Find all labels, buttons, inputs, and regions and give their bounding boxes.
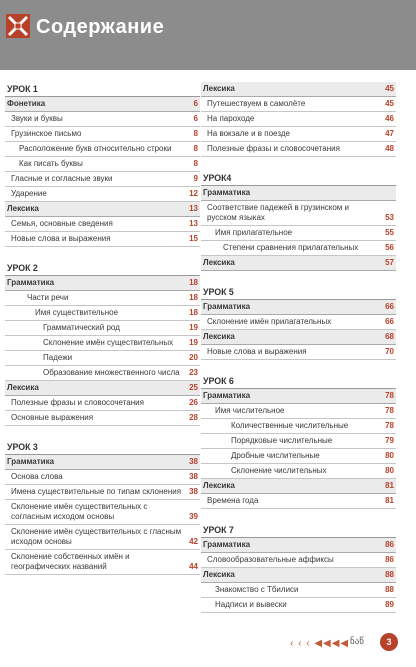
- toc-entry-row[interactable]: [201, 419, 396, 434]
- toc-section-row[interactable]: [201, 330, 396, 345]
- toc-lesson: [201, 285, 396, 360]
- toc-entry-row[interactable]: [5, 127, 200, 142]
- toc-entry-title: На пароходе: [207, 114, 255, 123]
- toc-lesson: [201, 82, 396, 157]
- toc-entry-title: Лексика: [203, 481, 235, 490]
- toc-entry-title: Лексика: [7, 383, 39, 392]
- toc-page-number: 46: [385, 114, 394, 123]
- toc-entry-row[interactable]: [5, 525, 200, 550]
- toc-section-row[interactable]: [201, 389, 396, 404]
- lesson-title: УРОК 7: [201, 523, 396, 538]
- toc-entry-title: Грамматический род: [43, 323, 120, 332]
- toc-page-number: 8: [193, 159, 198, 168]
- book-logo-icon: [6, 14, 30, 38]
- toc-entry-title: Грамматика: [203, 302, 251, 311]
- toc-page-number: 89: [385, 600, 394, 609]
- toc-column-left: [5, 82, 200, 575]
- toc-entry-row[interactable]: [201, 112, 396, 127]
- toc-entry-title: Лексика: [203, 332, 235, 341]
- lesson-title: УРОК 2: [5, 261, 200, 276]
- toc-page-number: 20: [189, 353, 198, 362]
- toc-page-number: 81: [385, 496, 394, 505]
- toc-page-number: 66: [385, 317, 394, 326]
- toc-entry-row[interactable]: [201, 315, 396, 330]
- toc-entry-row[interactable]: [201, 449, 396, 464]
- toc-column-right: [201, 82, 396, 613]
- toc-page-number: 79: [385, 436, 394, 445]
- toc-section-row[interactable]: [201, 538, 396, 553]
- toc-entry-row[interactable]: [201, 434, 396, 449]
- toc-section-row[interactable]: [5, 97, 200, 112]
- toc-entry-row[interactable]: [5, 411, 200, 426]
- toc-entry-title: Грамматика: [203, 540, 251, 549]
- toc-section-row[interactable]: [5, 455, 200, 470]
- toc-entry-title: Падежи: [43, 353, 73, 362]
- page-title: Содержание: [36, 16, 165, 38]
- page-number: 3: [380, 633, 398, 651]
- toc-page-number: 47: [385, 129, 394, 138]
- toc-page-number: 56: [385, 243, 394, 252]
- toc-page-number: 78: [385, 406, 394, 415]
- page-footer: [0, 628, 416, 667]
- toc-entry-title: Грамматика: [203, 391, 251, 400]
- toc-page-number: 68: [385, 332, 394, 341]
- toc-entry-title: Грамматика: [7, 457, 55, 466]
- toc-page-number: 42: [189, 537, 198, 546]
- toc-page-number: 80: [385, 451, 394, 460]
- toc-entry-row[interactable]: [5, 187, 200, 202]
- toc-entry-title: Путешествуем в самолёте: [207, 99, 306, 108]
- toc-entry-row[interactable]: [201, 553, 396, 568]
- toc-entry-row[interactable]: [201, 345, 396, 360]
- toc-entry-title: Порядковые числительные: [231, 436, 333, 445]
- toc-entry-title: Ударение: [11, 189, 47, 198]
- toc-lesson: [201, 523, 396, 613]
- toc-page-number: 39: [189, 512, 198, 521]
- toc-entry-title: Полезные фразы и словосочетания: [11, 398, 144, 407]
- toc-page-number: 25: [189, 383, 198, 392]
- toc-entry-title: Образование множественного числа: [43, 368, 180, 377]
- toc-entry-title: Грузинское письмо: [11, 129, 82, 138]
- toc-page-number: 23: [189, 368, 198, 377]
- toc-entry-title: Грамматика: [7, 278, 55, 287]
- toc-entry-title: Склонение имён существительных с согласным исходом основы: [11, 502, 148, 521]
- toc-section-row[interactable]: [201, 256, 396, 271]
- toc-page-number: 13: [189, 204, 198, 213]
- toc-entry-row[interactable]: [5, 291, 200, 306]
- toc-entry-title: Новые слова и выражения: [207, 347, 307, 356]
- toc-section-row[interactable]: [5, 276, 200, 291]
- toc-page-number: 18: [189, 293, 198, 302]
- toc-entry-title: Количественные числительные: [231, 421, 349, 430]
- toc-entry-row[interactable]: [5, 336, 200, 351]
- toc-section-row[interactable]: [5, 381, 200, 396]
- toc-entry-title: Как писать буквы: [19, 159, 83, 168]
- toc-section-row[interactable]: [201, 568, 396, 583]
- toc-entry-title: Соответствие падежей в грузинском и русском языках: [207, 203, 349, 222]
- toc-page-number: 86: [385, 540, 394, 549]
- toc-page-number: 86: [385, 555, 394, 564]
- toc-entry-title: Имя прилагательное: [215, 228, 293, 237]
- toc-page-number: 28: [189, 413, 198, 422]
- toc-entry-title: Лексика: [7, 204, 39, 213]
- toc-section-row[interactable]: [201, 479, 396, 494]
- footer-word: ნაწ: [350, 636, 364, 646]
- toc-page-number: 81: [385, 481, 394, 490]
- toc-page-number: 9: [193, 174, 198, 183]
- toc-entry-title: Грамматика: [203, 188, 251, 197]
- toc-section-row[interactable]: [201, 300, 396, 315]
- toc-entry-title: Склонение имён существительных: [43, 338, 174, 347]
- toc-entry-title: Дробные числительные: [231, 451, 320, 460]
- toc-entry-title: Степени сравнения прилагательных: [223, 243, 359, 252]
- toc-entry-title: Имя числительное: [215, 406, 285, 415]
- toc-entry-row[interactable]: [5, 306, 200, 321]
- toc-page-number: 88: [385, 570, 394, 579]
- toc-section-row[interactable]: [201, 186, 396, 201]
- toc-entry-title: Расположение букв относительно строки: [19, 144, 172, 153]
- toc-entry-title: Семья, основные сведения: [11, 219, 113, 228]
- toc-entry-title: Лексика: [203, 258, 235, 267]
- toc-entry-title: Основные выражения: [11, 413, 94, 422]
- toc-section-row[interactable]: [201, 82, 396, 97]
- toc-lesson: [5, 440, 200, 575]
- toc-page-number: 66: [385, 302, 394, 311]
- toc-entry-title: Имена существительные по типам склонения: [11, 487, 182, 496]
- toc-entry-row[interactable]: [201, 142, 396, 157]
- lesson-title: УРОК 6: [201, 374, 396, 389]
- toc-page-number: 70: [385, 347, 394, 356]
- toc-page-number: 6: [193, 99, 198, 108]
- toc-entry-title: Словообразовательные аффиксы: [207, 555, 334, 564]
- toc-lesson: [5, 82, 200, 247]
- toc-entry-row[interactable]: [5, 217, 200, 232]
- toc-page-number: 19: [189, 323, 198, 332]
- toc-page-number: 55: [385, 228, 394, 237]
- toc-page-number: 57: [385, 258, 394, 267]
- toc-page-number: 88: [385, 585, 394, 594]
- toc-entry-row[interactable]: [201, 464, 396, 479]
- toc-page-number: 38: [189, 472, 198, 481]
- toc-entry-title: Основа слова: [11, 472, 63, 481]
- toc-entry-row[interactable]: [201, 598, 396, 613]
- toc-entry-title: Склонение имён существительных с гласным исходом основы: [11, 527, 182, 546]
- toc-entry-row[interactable]: [5, 470, 200, 485]
- toc-entry-row[interactable]: [5, 157, 200, 172]
- toc-entry-title: Надписи и вывески: [215, 600, 287, 609]
- toc-entry-row[interactable]: [201, 226, 396, 241]
- toc-page-number: 12: [189, 189, 198, 198]
- toc-entry-row[interactable]: [201, 494, 396, 509]
- toc-page-number: 26: [189, 398, 198, 407]
- toc-entry-title: Лексика: [203, 570, 235, 579]
- toc-entry-row[interactable]: [201, 201, 396, 226]
- toc-entry-title: Склонение собственных имён и географических названий: [11, 552, 130, 571]
- toc-page-number: 38: [189, 457, 198, 466]
- toc-entry-title: Гласные и согласные звуки: [11, 174, 113, 183]
- toc-entry-row[interactable]: [5, 351, 200, 366]
- toc-entry-row[interactable]: [5, 142, 200, 157]
- toc-entry-row[interactable]: [5, 396, 200, 411]
- toc-entry-title: Звуки и буквы: [11, 114, 63, 123]
- toc-entry-row[interactable]: [5, 172, 200, 187]
- toc-page-number: 53: [385, 213, 394, 222]
- toc-page-number: 8: [193, 129, 198, 138]
- toc-entry-title: Лексика: [203, 84, 235, 93]
- toc-entry-title: На вокзале и в поезде: [207, 129, 290, 138]
- toc-page-number: 78: [385, 391, 394, 400]
- toc-entry-row[interactable]: [201, 583, 396, 598]
- toc-entry-title: Времена года: [207, 496, 259, 505]
- toc-page-number: 19: [189, 338, 198, 347]
- toc-page-number: 80: [385, 466, 394, 475]
- toc-entry-title: Склонение имён прилагательных: [207, 317, 332, 326]
- toc-page-number: 13: [189, 219, 198, 228]
- toc-entry-row[interactable]: [5, 485, 200, 500]
- lesson-title: УРОК 5: [201, 285, 396, 300]
- toc-page-number: 45: [385, 84, 394, 93]
- toc-entry-title: Склонение числительных: [231, 466, 327, 475]
- toc-entry-row[interactable]: [201, 241, 396, 256]
- toc-section-row[interactable]: [5, 202, 200, 217]
- toc-page-number: 6: [193, 114, 198, 123]
- toc-entry-row[interactable]: [201, 97, 396, 112]
- toc-entry-row[interactable]: [5, 321, 200, 336]
- toc-entry-title: Фонетика: [7, 99, 46, 108]
- toc-entry-title: Новые слова и выражения: [11, 234, 111, 243]
- toc-entry-title: Знакомство с Тбилиси: [215, 585, 299, 594]
- toc-page-number: 8: [193, 144, 198, 153]
- page-header: [0, 0, 416, 70]
- toc-entry-title: Полезные фразы и словосочетания: [207, 144, 340, 153]
- toc-page-number: 18: [189, 278, 198, 287]
- toc-page-number: 78: [385, 421, 394, 430]
- toc-page-number: 44: [189, 562, 198, 571]
- lesson-title: УРОК 3: [5, 440, 200, 455]
- toc-entry-row[interactable]: [201, 127, 396, 142]
- toc-entry-row[interactable]: [5, 550, 200, 575]
- toc-page-number: 18: [189, 308, 198, 317]
- toc-page-number: 15: [189, 234, 198, 243]
- toc-lesson: [201, 171, 396, 271]
- toc-entry-row[interactable]: [5, 112, 200, 127]
- toc-lesson: [5, 261, 200, 426]
- toc-page-number: 45: [385, 99, 394, 108]
- toc-entry-row[interactable]: [201, 404, 396, 419]
- toc-lesson: [201, 374, 396, 509]
- toc-page-number: 38: [189, 487, 198, 496]
- toc-entry-title: Имя существительное: [35, 308, 119, 317]
- toc-entry-row[interactable]: [5, 366, 200, 381]
- footer-arrows-icon: ‹ ‹ ‹ ◀◀◀◀: [290, 638, 350, 649]
- lesson-title: УРОК 1: [5, 82, 200, 97]
- lesson-title: УРОК4: [201, 171, 396, 186]
- toc-entry-title: Части речи: [27, 293, 69, 302]
- toc-entry-row[interactable]: [5, 500, 200, 525]
- toc-entry-row[interactable]: [5, 232, 200, 247]
- toc-page-number: 48: [385, 144, 394, 153]
